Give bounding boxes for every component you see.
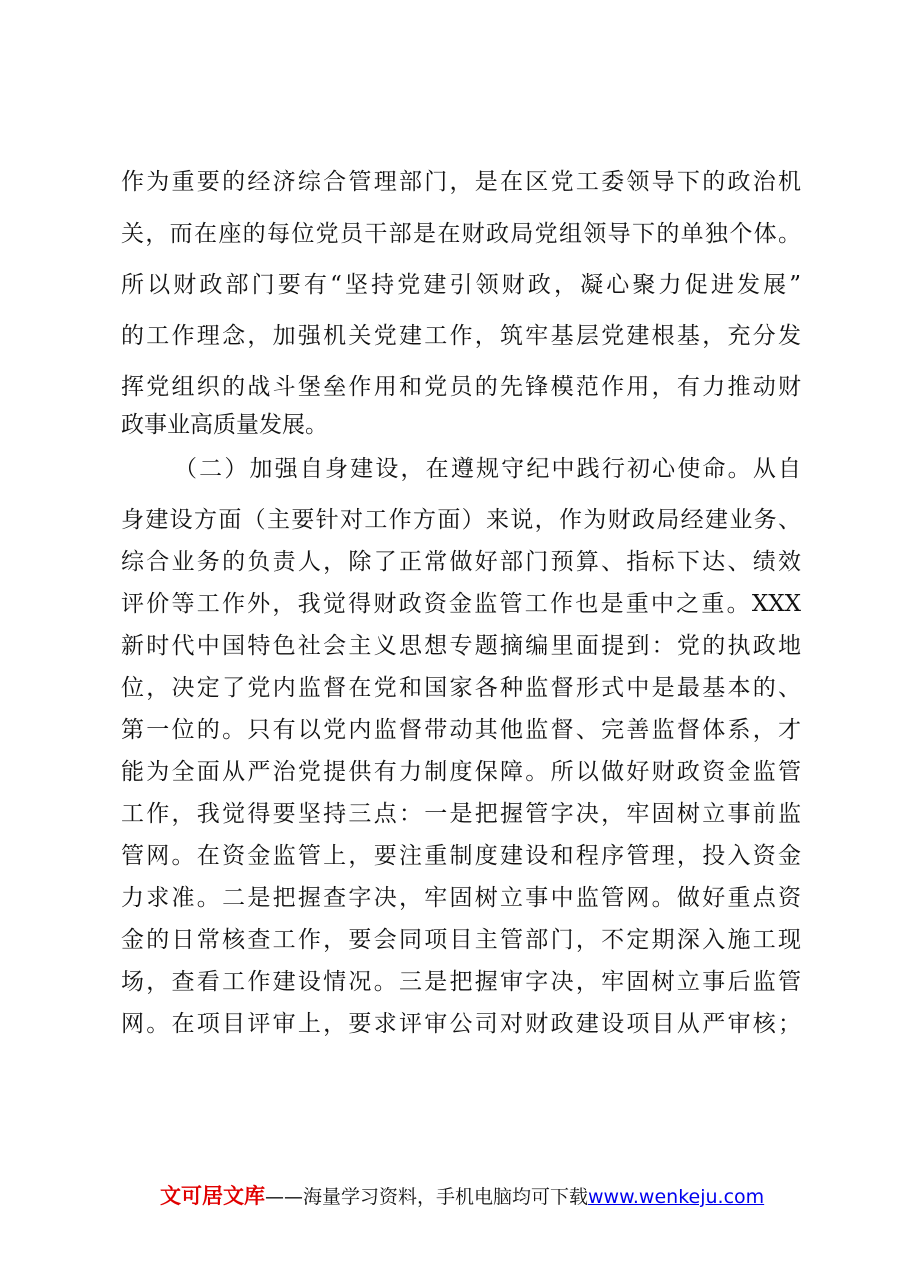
- text-line: 位，决定了党内监督在党和国家各种监督形式中是最基本的、: [121, 675, 801, 701]
- text-line: 力求准。二是把握查字决，牢固树立事中监管网。做好重点资: [121, 885, 801, 911]
- text-line: 场，查看工作建设情况。三是把握审字决，牢固树立事后监管: [121, 969, 801, 995]
- text-line: 工作，我觉得要坚持三点：一是把握管字决，牢固树立事前监: [121, 801, 801, 827]
- text-line: 作为重要的经济综合管理部门，是在区党工委领导下的政治机: [121, 169, 801, 195]
- footer-tagline: ——海量学习资料，手机电脑均可下载: [265, 1186, 589, 1208]
- text-line: 的工作理念，加强机关党建工作，筑牢基层党建根基，充分发: [121, 323, 801, 349]
- footer-watermark: [160, 1182, 780, 1211]
- text-line: 政事业高质量发展。: [121, 412, 328, 438]
- text-line: 综合业务的负责人，除了正常做好部门预算、指标下达、绩效: [121, 549, 801, 575]
- text-line: 关，而在座的每位党员干部是在财政局党组领导下的单独个体。: [121, 221, 801, 247]
- text-line: 能为全面从严治党提供有力制度保障。所以做好财政资金监管: [121, 759, 801, 785]
- text-line: 金的日常核查工作，要会同项目主管部门，不定期深入施工现: [121, 927, 801, 953]
- text-line: 所以财政部门要有“坚持党建引领财政，凝心聚力促进发展”: [121, 272, 801, 298]
- text-line: 挥党组织的战斗堡垒作用和党员的先锋模范作用，有力推动财: [121, 374, 801, 400]
- section-heading-line: （二）加强自身建设，在遵规守纪中践行初心使命。从自: [174, 456, 801, 482]
- footer-site-link[interactable]: www.wenkeju.com: [588, 1186, 765, 1208]
- text-line: 新时代中国特色社会主义思想专题摘编里面提到：党的执政地: [121, 633, 801, 659]
- text-line: 第一位的。只有以党内监督带动其他监督、完善监督体系，才: [121, 717, 801, 743]
- footer-brand: 文可居文库: [160, 1184, 265, 1208]
- text-line: 身建设方面（主要针对工作方面）来说，作为财政局经建业务、: [121, 507, 801, 533]
- text-line: 评价等工作外，我觉得财政资金监管工作也是重中之重。XXX: [121, 591, 801, 617]
- text-line: 管网。在资金监管上，要注重制度建设和程序管理，投入资金: [121, 843, 801, 869]
- text-line: 网。在项目评审上，要求评审公司对财政建设项目从严审核；: [121, 1011, 801, 1037]
